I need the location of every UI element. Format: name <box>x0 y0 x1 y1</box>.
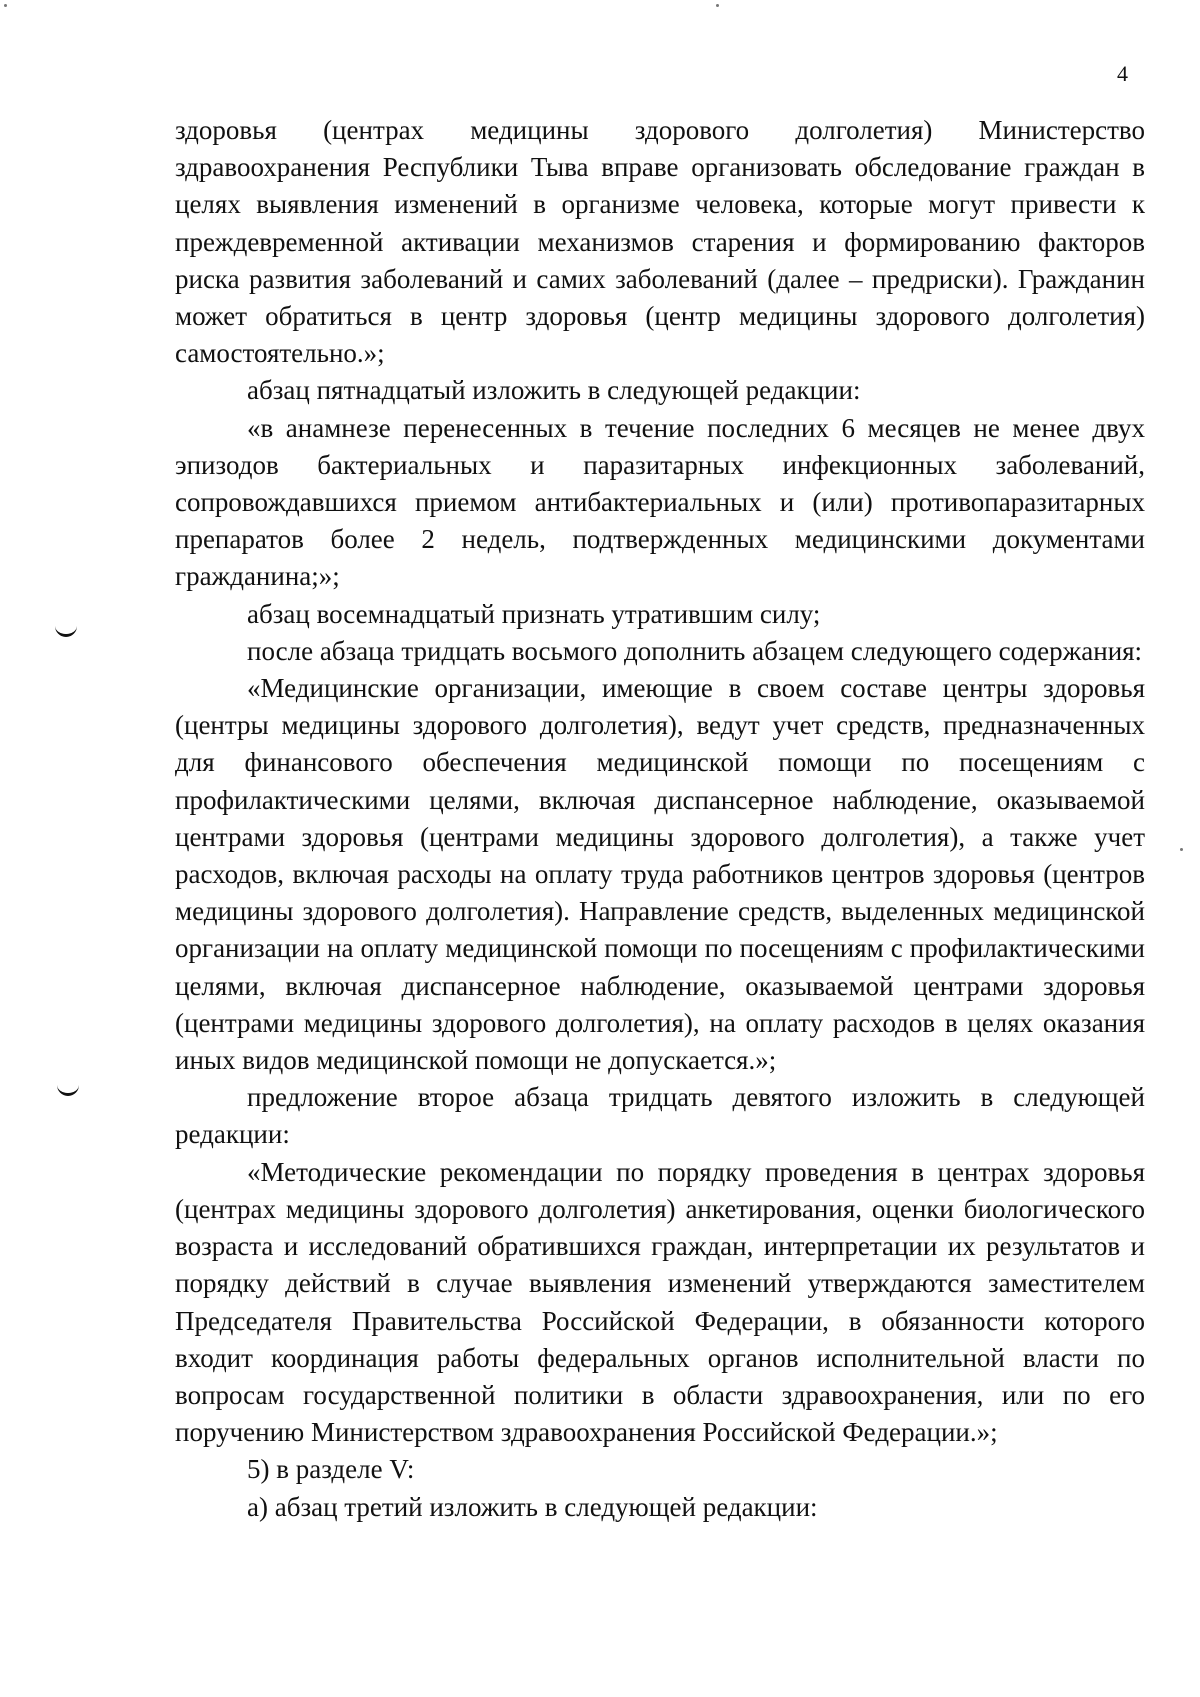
paragraph-instruction: абзац пятнадцатый изложить в следующей редакции: <box>247 375 861 406</box>
paragraph-instruction: абзац восемнадцатый признать утратившим силу; <box>247 598 821 629</box>
scan-speck <box>716 4 719 7</box>
margin-check-mark <box>55 626 77 637</box>
page-number: 4 <box>1117 61 1128 86</box>
scan-speck <box>1180 848 1183 851</box>
paragraph-instruction: предложение второе абзаца тридцать девятого изложить в следующей редакции: <box>175 1082 1145 1150</box>
paragraph-quote: «Медицинские организации, имеющие в своем составе центры здоровья (центры медицины здорового долголетия), ведут учет средств, предназначенных для финансового обеспечения медицинской помощи по посещениям с профилактическими целями, включая диспансерное наблюдение, оказываемой центрами здоровья (центрами медицины здорового долголетия), а также учет расходов, включая расходы на оплату труда работников центров здоровья (центров медицины здорового долголетия). Направление средств, выделенных медицинской организации на оплату медицинской помощи по посещениям с профилактическими целями, включая диспансерное наблюдение, оказываемой центрами здоровья (центрами медицины здорового долголетия), на оплату расходов в целях оказания иных видов медицинской помощи не допускается.»; <box>175 673 1145 1076</box>
paragraph-quote: «в анамнезе перенесенных в течение последних 6 месяцев не менее двух эпизодов бактериальных и паразитарных инфекционных заболеваний, сопровождавшихся приемом антибактериальных и (или) противопаразитарных препаратов более 2 недель, подтвержденных медицинскими документами гражданина;»; <box>175 412 1145 592</box>
paragraph-instruction: после абзаца тридцать восьмого дополнить абзацем следующего содержания: <box>247 635 1143 666</box>
paragraph-section-item: 5) в разделе V: <box>247 1454 415 1485</box>
paragraph-section-item: а) абзац третий изложить в следующей редакции: <box>247 1491 818 1522</box>
margin-check-mark <box>57 1085 79 1096</box>
paragraph-quote: «Методические рекомендации по порядку проведения в центрах здоровья (центрах медицины здорового долголетия) анкетирования, оценки биологического возраста и исследований обратившихся граждан, интерпретации их результатов и порядку действий в случае выявления изменений утверждаются заместителем Председателя Правительства Российской Федерации, в обязанности которого входит координация работы федеральных органов исполнительной власти по вопросам государственной политики в области здравоохранения, или по его поручению Министерством здравоохранения Российской Федерации.»; <box>175 1156 1145 1448</box>
paragraph-continuation: здоровья (центрах медицины здорового долголетия) Министерство здравоохранения Республики Тыва вправе организовать обследование граждан в целях выявления изменений в организме человека, которые могут привести к преждевременной активации механизмов старения и формированию факторов риска развития заболеваний и самих заболеваний (далее – предриски). Гражданин может обратиться в центр здоровья (центр медицины здорового долголетия) самостоятельно.»; <box>175 115 1145 369</box>
scan-speck <box>4 4 7 7</box>
document-body <box>175 112 1145 1526</box>
